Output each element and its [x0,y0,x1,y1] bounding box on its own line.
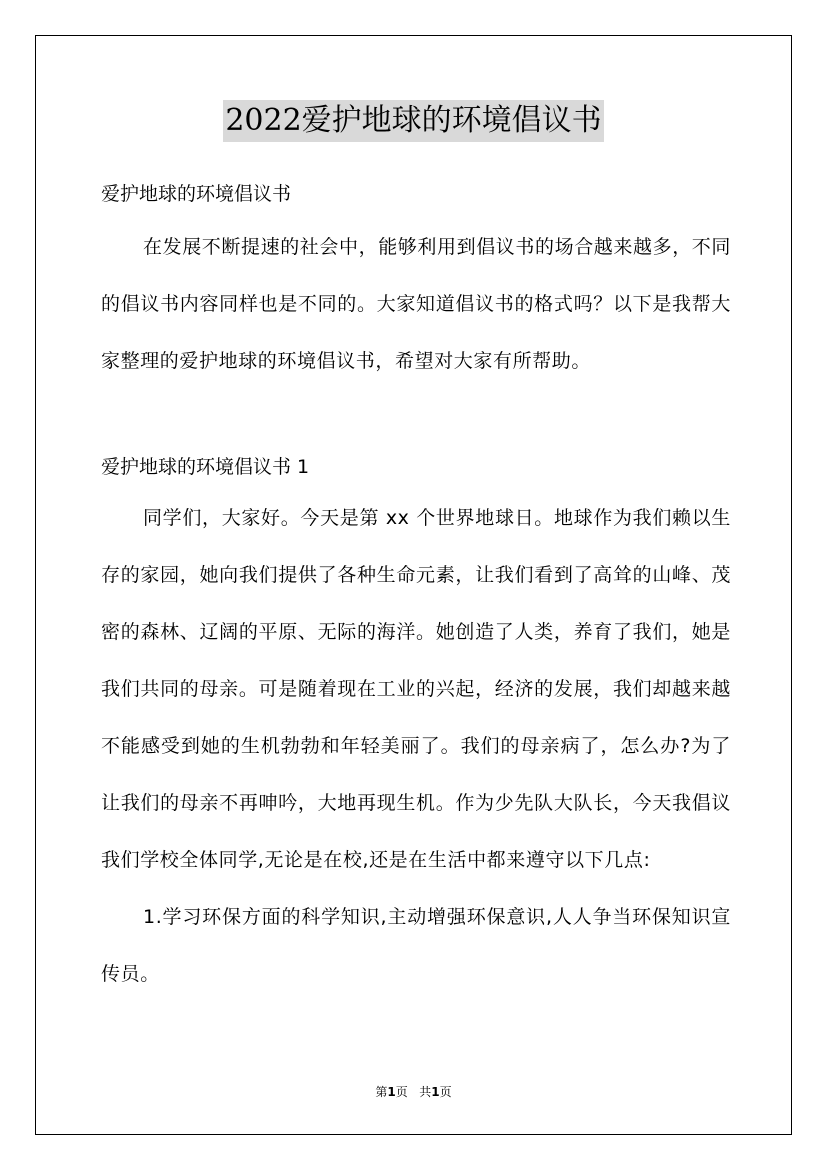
footer-total-pages: 1 [431,1085,440,1099]
footer-prefix: 第 [375,1085,388,1099]
section-body [101,490,731,1003]
section-heading: 爱护地球的环境倡议书 1 [101,456,310,478]
page-footer [0,1083,827,1100]
footer-page-number: 1 [387,1085,396,1099]
point-1-paragraph: 1.学习环保方面的科学知识,主动增强环保意识,人人争当环保知识宣传员。 [101,906,731,985]
footer-total-prefix: 共 [419,1085,432,1099]
intro-paragraph: 在发展不断提速的社会中，能够利用到倡议书的场合越来越多，不同的倡议书内容同样也是不同的。大家知道倡议书的格式吗？以下是我帮大家整理的爱护地球的环境倡议书，希望对大家有所帮助。 [101,236,732,372]
intro-heading: 爱护地球的环境倡议书 [101,183,292,205]
section-paragraph: 同学们，大家好。今天是第 xx 个世界地球日。地球作为我们赖以生存的家园，她向我们提供了各种生命元素，让我们看到了高耸的山峰、茂密的森林、辽阔的平原、无际的海洋。她创造了人类，养育了我们，她是我们共同的母亲。可是随着现在工业的兴起，经济的发展，我们却越来越不能感受到她的生机勃勃和年轻美丽了。我们的母亲病了，怎么办?为了让我们的母亲不再呻吟，大地再现生机。作为少先队大队长，今天我倡议我们学校全体同学,无论是在校,还是在生活中都来遵守以下几点: [101,507,731,871]
document-title: 2022爱护地球的环境倡议书 [223,100,603,142]
title-container [0,100,827,142]
intro-body [101,219,731,390]
footer-total-unit: 页 [439,1085,452,1099]
footer-page-unit: 页 [395,1085,408,1099]
